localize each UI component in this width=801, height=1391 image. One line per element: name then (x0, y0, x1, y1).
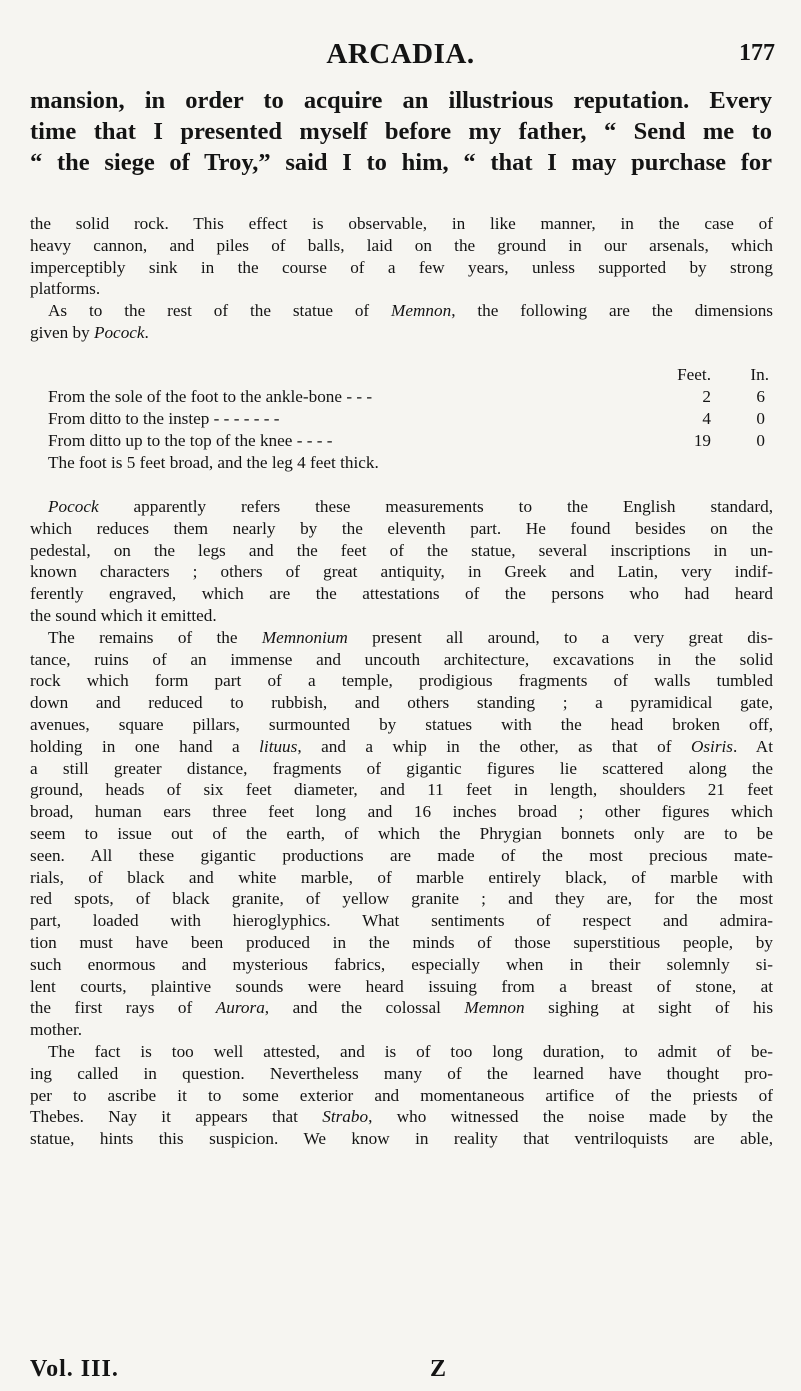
volume-mark: Vol. III. (30, 1356, 119, 1382)
footnote-line: known characters ; others of great antiquity, in Greek and Latin, very indif- (30, 562, 773, 582)
signature-mark: Z (430, 1356, 447, 1382)
dimension-feet: 2 (702, 387, 711, 406)
footnote-line: rock which form part of a temple, prodigious fragments of walls tumbled (30, 671, 773, 691)
footnote-line: per to ascribe it to some exterior and momentaneous artifice of the priests of (30, 1085, 773, 1105)
dimension-label: From ditto up to the top of the knee - - - - (48, 431, 333, 450)
footnote-line: pedestal, on the legs and the feet of the statue, several inscriptions in un- (30, 540, 773, 560)
footnote-line: the sound which it emitted. (30, 605, 217, 625)
dimension-inches: 0 (756, 409, 765, 428)
footnote-line: ferently engraved, which are the attestations of the persons who had heard (30, 584, 773, 604)
dimension-row (30, 408, 773, 430)
footnote-line: such enormous and mysterious fabrics, especially when in their solemnly si- (30, 954, 773, 974)
main-text-line: “ the siege of Troy,” said I to him, “ that I may purchase for (30, 149, 772, 176)
footnote-block-top (30, 213, 773, 344)
dimension-inches: 6 (756, 387, 765, 406)
footnote-line: seen. All these gigantic productions are made of the most precious mate- (30, 845, 773, 865)
footnote-line: a still greater distance, fragments of gigantic figures lie scattered along the (30, 758, 773, 778)
footnote-line: part, loaded with hieroglyphics. What sentiments of respect and admira- (30, 911, 773, 931)
dimension-label: From the sole of the foot to the ankle-bone - - - (48, 387, 373, 406)
dimension-footnote: The foot is 5 feet broad, and the leg 4 feet thick. (48, 453, 379, 472)
dimension-row (30, 430, 773, 452)
page-footer (30, 1356, 773, 1386)
dimension-feet: 19 (693, 431, 711, 450)
footnote-line: heavy cannon, and piles of balls, laid on the ground in our arsenals, which (30, 235, 773, 255)
dimensions-table (30, 364, 773, 474)
footnote-line: tion must have been produced in the minds of those superstitious people, by (30, 932, 773, 952)
footnote-line: ing called in question. Nevertheless many of the learned have thought pro- (30, 1063, 773, 1083)
dimensions-header (30, 364, 773, 386)
footnote-line: The fact is too well attested, and is of too long duration, to admit of be- (48, 1041, 773, 1061)
footnote-block-bottom (30, 496, 773, 1150)
footnote-line: imperceptibly sink in the course of a few years, unless supported by strong (30, 257, 773, 277)
footnote-line: the solid rock. This effect is observable, in like manner, in the case of (30, 214, 773, 233)
footnote-line: red spots, of black granite, of yellow granite ; and they are, for the most (30, 889, 773, 909)
footnote-line: the first rays of Aurora, and the colossal Memnon sighing at sight of his (30, 998, 773, 1018)
footnote-line: seem to issue out of the earth, of which the Phrygian bonnets only are to be (30, 823, 773, 843)
main-text-line: time that I presented myself before my father, “ Send me to (30, 118, 772, 145)
footnote-line: mother. (30, 1020, 83, 1040)
dimension-footnote-row (30, 452, 773, 474)
dimension-inches: 0 (756, 431, 765, 450)
main-text (30, 85, 772, 178)
footnote-line: Pocock apparently refers these measurements to the English standard, (48, 497, 773, 516)
footnote-line: avenues, square pillars, surmounted by statues with the head broken off, (30, 714, 773, 734)
footnote-line: As to the rest of the statue of Memnon, the following are the dimensions (48, 301, 773, 321)
main-text-line: mansion, in order to acquire an illustrious reputation. Every (30, 87, 772, 114)
page-number: 177 (739, 40, 775, 66)
footnote-line: rials, of black and white marble, of marble entirely black, of marble with (30, 867, 773, 887)
footnote-line: platforms. (30, 279, 101, 299)
footnote-line: which reduces them nearly by the eleventh part. He found besides on the (30, 518, 773, 538)
footnote-line: given by Pocock. (30, 322, 149, 342)
footnote-line: holding in one hand a lituus, and a whip in the other, as that of Osiris. At (30, 736, 773, 756)
running-title: ARCADIA. (326, 38, 475, 70)
footnote-line: down and reduced to rubbish, and others standing ; a pyramidical gate, (30, 693, 773, 713)
footnote-line: The remains of the Memnonium present all around, to a very great dis- (48, 627, 773, 647)
footnote-line: statue, hints this suspicion. We know in reality that ventriloquists are able, (30, 1129, 773, 1149)
footnote-line: ground, heads of six feet diameter, and 11 feet in length, shoulders 21 feet (30, 780, 773, 800)
inches-column-header: In. (750, 365, 769, 384)
footnote-line: Thebes. Nay it appears that Strabo, who witnessed the noise made by the (30, 1107, 773, 1127)
footnote-line: broad, human ears three feet long and 16 inches broad ; other figures which (30, 802, 773, 822)
feet-column-header: Feet. (677, 365, 711, 384)
running-head (0, 38, 801, 78)
dimension-feet: 4 (702, 409, 711, 428)
footnote-line: lent courts, plaintive sounds were heard issuing from a breast of stone, at (30, 976, 773, 996)
dimension-row (30, 386, 773, 408)
footnote-line: tance, ruins of an immense and uncouth architecture, excavations in the solid (30, 649, 773, 669)
dimension-label: From ditto to the instep - - - - - - - (48, 409, 280, 428)
